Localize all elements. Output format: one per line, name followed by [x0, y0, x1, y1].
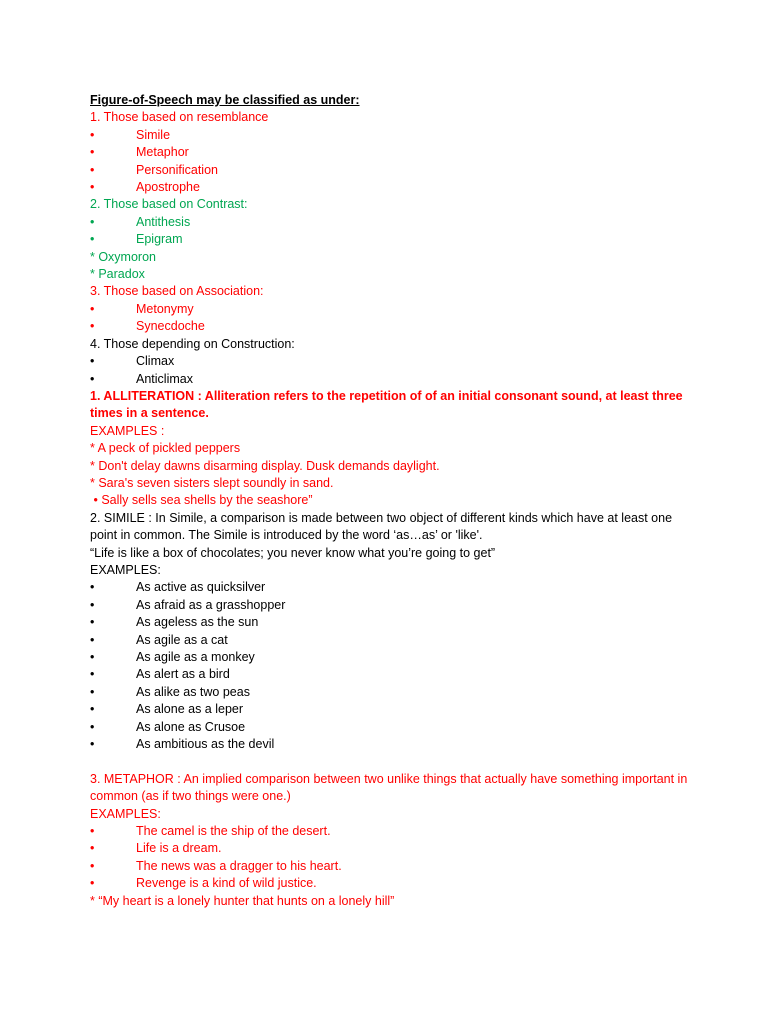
bullet-icon: • [90, 876, 95, 891]
bullet-icon: • [90, 632, 95, 647]
bullet-icon: • [90, 597, 95, 612]
bullet-icon: • [90, 354, 95, 369]
list-item: * A peck of pickled peppers [90, 441, 241, 456]
bullet-icon: • [90, 650, 95, 664]
bullet-icon: • [90, 371, 95, 386]
metaphor-definition: 3. METAPHOR : An implied comparison between two unlike things that actually have something important in common (as if two things were one.) [90, 771, 688, 804]
section-4-title: 4. Those depending on Construction: [90, 336, 295, 351]
list-item: • The camel is the ship of the desert. [90, 823, 690, 840]
list-item: • Antithesis [90, 214, 690, 231]
metaphor-extra: * “My heart is a lonely hunter that hunts on a lonely hill” [90, 893, 395, 908]
list-item: • As ageless as the sun [90, 614, 690, 631]
bullet-icon: • [90, 841, 95, 856]
bullet-icon: • [90, 580, 95, 595]
bullet-icon: • [90, 301, 95, 316]
bullet-icon: • [90, 127, 95, 142]
section-3-title: 3. Those based on Association: [90, 284, 264, 299]
list-item: * Don't delay dawns disarming display. Dusk demands daylight. [90, 458, 440, 473]
document-heading: Figure-of-Speech may be classified as under: [90, 93, 360, 107]
list-item: • As alert as a bird [90, 666, 690, 683]
list-item: * Oxymoron [90, 249, 156, 264]
bullet-icon: • [90, 180, 95, 195]
list-item: • Metaphor [90, 144, 690, 161]
bullet-icon: • [90, 615, 95, 630]
list-item: • Synecdoche [90, 318, 690, 335]
bullet-icon: • [90, 824, 95, 839]
list-item: • Life is a dream. [90, 840, 690, 857]
list-item: • Revenge is a kind of wild justice. [90, 875, 690, 892]
bullet-icon: • [90, 319, 95, 334]
list-item: • Metonymy [90, 301, 690, 318]
list-item: • As alike as two peas [90, 684, 690, 701]
bullet-icon: • [90, 232, 95, 247]
bullet-icon: • [90, 162, 95, 177]
metaphor-examples-label: EXAMPLES: [90, 806, 161, 821]
section-1-title: 1. Those based on resemblance [90, 110, 269, 125]
list-item: • As alone as a leper [90, 701, 690, 718]
bullet-icon: • [90, 702, 95, 717]
list-item: • As agile as a monkey [90, 649, 690, 666]
list-item: • As ambitious as the devil [90, 736, 690, 753]
bullet-icon: • [90, 858, 95, 873]
list-item: • As agile as a cat [90, 632, 690, 649]
bullet-icon: • [90, 684, 95, 699]
list-item: • As alone as Crusoe [90, 719, 690, 736]
list-item: • Personification [90, 162, 690, 179]
list-item: * Paradox [90, 267, 145, 282]
list-item: • Epigram [90, 231, 690, 248]
bullet-icon: • [90, 667, 95, 682]
paragraph-spacer [90, 753, 690, 770]
alliteration-examples-label: EXAMPLES : [90, 423, 165, 438]
document-page [90, 92, 690, 910]
list-item: • Simile [90, 127, 690, 144]
bullet-icon: • [90, 719, 95, 734]
alliteration-definition: 1. ALLITERATION : Alliteration refers to the repetition of of an initial consonant sound, at least three times in a sentence. [90, 388, 683, 421]
list-item: • Climax [90, 353, 690, 370]
list-item: • The news was a dragger to his heart. [90, 858, 690, 875]
simile-quote: “Life is like a box of chocolates; you never know what you’re going to get” [90, 545, 496, 560]
bullet-icon: • [90, 214, 95, 229]
simile-examples-label: EXAMPLES: [90, 562, 161, 577]
bullet-icon: • [90, 145, 95, 160]
bullet-icon: • [90, 737, 95, 752]
list-item: * Sara's seven sisters slept soundly in sand. [90, 475, 334, 490]
list-item: • Apostrophe [90, 179, 690, 196]
list-item: • Sally sells sea shells by the seashore” [90, 493, 313, 508]
list-item: • Anticlimax [90, 371, 690, 388]
list-item: • As active as quicksilver [90, 579, 690, 596]
list-item: • As afraid as a grasshopper [90, 597, 690, 614]
simile-definition: 2. SIMILE : In Simile, a comparison is made between two object of different kinds which have at least one point in common. The Simile is introduced by the word ‘as…as’ or 'like'. [90, 510, 673, 543]
section-2-title: 2. Those based on Contrast: [90, 197, 248, 212]
